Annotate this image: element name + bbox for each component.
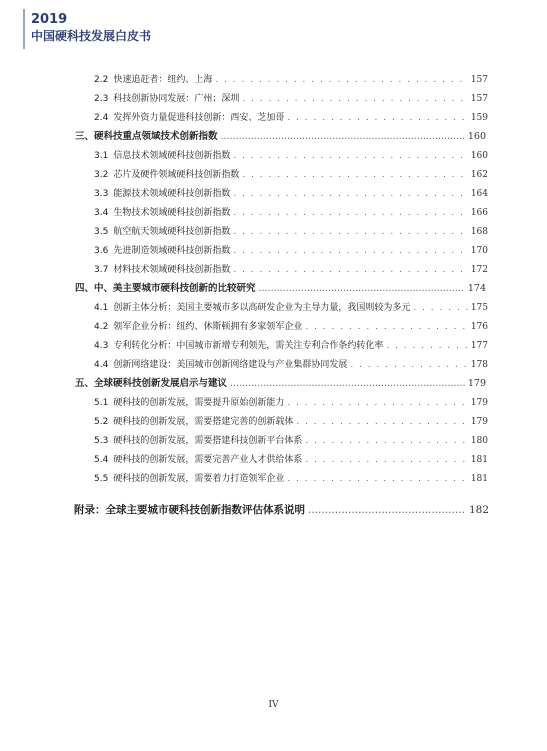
toc-leader-dots [233, 224, 467, 240]
toc-entry[interactable] [94, 167, 488, 183]
toc-entry-page: 160 [467, 131, 486, 142]
toc-entry-number: 4.1 [94, 303, 109, 313]
toc-entry-page: 181 [470, 474, 488, 484]
toc-entry[interactable] [94, 186, 488, 202]
toc-entry[interactable] [94, 471, 488, 487]
toc-entry[interactable] [94, 452, 488, 468]
toc-entry-page: 182 [468, 504, 489, 516]
toc-leader-dots [242, 91, 467, 107]
toc-entry-title: 生物技术领域硬科技创新指数 [113, 208, 231, 218]
toc-entry-number: 5.3 [94, 436, 109, 446]
toc-appendix-entry[interactable] [74, 502, 489, 518]
toc-entry-number: 4.2 [94, 322, 109, 332]
toc-entry[interactable] [94, 395, 488, 411]
toc-entry-number: 3.2 [94, 170, 109, 180]
toc-leader-dots [413, 300, 467, 316]
header-title: 中国硬科技发展白皮书 [31, 29, 152, 43]
toc-entry-number: 4.4 [94, 360, 109, 370]
toc-leader-dots [305, 319, 467, 335]
toc-chapter-entry[interactable] [75, 281, 486, 297]
toc-entry-title: 快速追赶者：纽约、上海 [113, 75, 213, 85]
toc-entry-number: 5.1 [94, 398, 109, 408]
toc-entry[interactable] [94, 91, 488, 107]
toc-entry-title: 硬科技的创新发展，需要提升原始创新能力 [113, 398, 285, 408]
toc-entry[interactable] [94, 205, 488, 221]
toc-entry[interactable] [94, 338, 488, 354]
toc-entry-title: 材料技术领域硬科技创新指数 [113, 265, 231, 275]
toc-entry-title: 硬科技的创新发展，需要完善产业人才供给体系 [113, 455, 303, 465]
toc-chapter-title: 三、硬科技重点领域技术创新指数 [75, 131, 218, 142]
toc-entry-number: 3.4 [94, 208, 109, 218]
toc-leader-dots [296, 414, 467, 430]
toc-leader-dots [215, 72, 467, 88]
toc-entry[interactable] [94, 319, 488, 335]
toc-entry-number: 3.3 [94, 189, 109, 199]
toc-entry-number: 5.4 [94, 455, 109, 465]
toc-chapter-title: 五、全球硬科技创新发展启示与建议 [75, 378, 228, 389]
toc-leader-dots [308, 502, 466, 518]
toc-entry-number: 5.2 [94, 417, 109, 427]
toc-leader-dots [242, 167, 467, 183]
toc-entry[interactable] [94, 148, 488, 164]
toc-entry-number: 3.7 [94, 265, 109, 275]
toc-entry-title: 专利转化分析：中国城市新增专利领先，需关注专利合作条约转化率 [113, 341, 384, 351]
toc-entry-number: 2.4 [94, 113, 109, 123]
toc-leader-dots [287, 471, 467, 487]
toc-entry-title: 领军企业分析：纽约、休斯顿拥有多家领军企业 [113, 322, 303, 332]
toc-entry[interactable] [94, 262, 488, 278]
toc-entry-title: 创新网络建设：美国城市创新网络建设与产业集群协同发展 [113, 360, 348, 370]
toc-entry-title: 科技创新协同发展：广州；深圳 [113, 94, 240, 104]
toc-entry-title: 能源技术领域硬科技创新指数 [113, 189, 231, 199]
toc-chapter-entry[interactable] [75, 376, 486, 392]
toc-chapter-entry[interactable] [75, 129, 486, 145]
toc-entry-page: 181 [470, 455, 488, 465]
toc-appendix-title: 附录：全球主要城市硬科技创新指数评估体系说明 [74, 504, 305, 516]
toc-leader-dots [287, 110, 467, 126]
toc-entry-title: 硬科技的创新发展，需要着力打造领军企业 [113, 474, 285, 484]
toc-leader-dots [233, 243, 467, 259]
toc-entry-page: 172 [470, 265, 488, 275]
toc-entry-page: 175 [470, 303, 488, 313]
toc-leader-dots [287, 395, 467, 411]
toc-entry-number: 5.5 [94, 474, 109, 484]
toc-entry-page: 164 [470, 189, 488, 199]
document-header [23, 9, 151, 49]
toc-entry-page: 162 [470, 170, 488, 180]
toc-entry-title: 先进制造领域硬科技创新指数 [113, 246, 231, 256]
toc-entry-number: 2.2 [94, 75, 109, 85]
toc-entry-number: 3.1 [94, 151, 109, 161]
toc-entry-title: 信息技术领域硬科技创新指数 [113, 151, 231, 161]
toc-entry-page: 174 [467, 283, 486, 294]
toc-entry-title: 创新主体分析：美国主要城市多以高研发企业为主导力量，我国则较为多元 [113, 303, 411, 313]
toc-leader-dots [233, 262, 467, 278]
toc-leader-dots [233, 186, 467, 202]
toc-entry-page: 170 [470, 246, 488, 256]
toc-entry-title: 芯片及硬件领域硬科技创新指数 [113, 170, 240, 180]
toc-entry[interactable] [94, 357, 488, 373]
toc-leader-dots [259, 281, 465, 297]
toc-leader-dots [233, 148, 467, 164]
toc-entry-number: 4.3 [94, 341, 109, 351]
toc-leader-dots [305, 452, 467, 468]
toc-entry[interactable] [94, 243, 488, 259]
toc-entry-number: 2.3 [94, 94, 109, 104]
toc-leader-dots [350, 357, 467, 373]
toc-entry-page: 168 [470, 227, 488, 237]
toc-entry-title: 发挥外资力量促进科技创新：西安、芝加哥 [113, 113, 285, 123]
toc-entry[interactable] [94, 224, 488, 240]
toc-leader-dots [233, 205, 467, 221]
toc-entry-number: 3.5 [94, 227, 109, 237]
page-number: IV [268, 700, 279, 710]
header-year: 2019 [31, 12, 68, 27]
toc-entry[interactable] [94, 414, 488, 430]
toc-entry-title: 硬科技的创新发展，需要搭建完善的创新载体 [113, 417, 294, 427]
toc-entry-number: 3.6 [94, 246, 109, 256]
toc-entry-page: 180 [470, 436, 488, 446]
toc-entry-page: 179 [470, 398, 488, 408]
toc-entry-page: 157 [470, 94, 488, 104]
toc-entry-page: 176 [470, 322, 488, 332]
toc-leader-dots [221, 129, 465, 145]
toc-entry[interactable] [94, 433, 488, 449]
toc-entry[interactable] [94, 72, 488, 88]
toc-entry-page: 157 [470, 75, 488, 85]
toc-leader-dots [386, 338, 467, 354]
toc-chapter-title: 四、中、美主要城市硬科技创新的比较研究 [75, 283, 256, 294]
toc-entry-page: 159 [470, 113, 488, 123]
toc-entry[interactable] [94, 110, 488, 126]
toc-entry-title: 硬科技的创新发展，需要搭建科技创新平台体系 [113, 436, 303, 446]
toc-entry-title: 航空航天领域硬科技创新指数 [113, 227, 231, 237]
toc-leader-dots [305, 433, 467, 449]
toc-entry[interactable] [94, 300, 488, 316]
toc-entry-page: 177 [470, 341, 488, 351]
toc-entry-page: 160 [470, 151, 488, 161]
toc-leader-dots [230, 376, 465, 392]
toc-entry-page: 178 [470, 360, 488, 370]
toc-entry-page: 179 [470, 417, 488, 427]
toc-entry-page: 179 [467, 378, 486, 389]
toc-entry-page: 166 [470, 208, 488, 218]
